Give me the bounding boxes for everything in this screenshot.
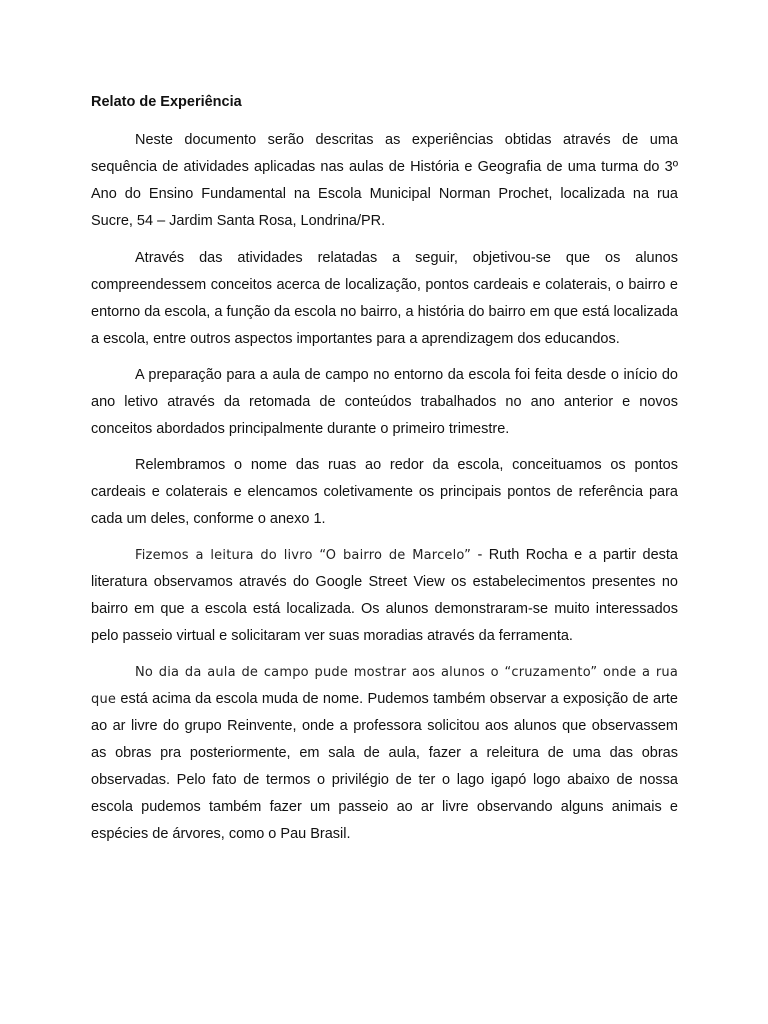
paragraph-objectives	[91, 245, 678, 353]
paragraph-intro	[91, 127, 678, 235]
paragraph-preparation-text: A preparação para a aula de campo no entorno da escola foi feita desde o início do ano letivo através da retomada de conteúdos trabalhados no ano anterior e novos conceitos abordados principalmente durante o primeiro trimestre.	[91, 367, 678, 437]
paragraph-objectives-text: Através das atividades relatadas a seguir, objetivou-se que os alunos compreendessem conceitos acerca de localização, pontos cardeais e colaterais, o bairro e entorno da escola, a função da escola no bairro, a história do bairro em que está localizada a escola, entre outros aspectos importantes para a aprendizagem dos educandos.	[91, 250, 678, 347]
paragraph-field-trip-text: está acima da escola muda de nome. Pudemos também observar a exposição de arte ao ar livre do grupo Reinvente, onde a professora solicitou aos alunos que observassem as obras pra posteriormente, em sala de aula, fazer a releitura de uma das obras observadas. Pelo fato de termos o privilégio de ter o lago igapó logo abaixo de nossa escola pudemos também fazer um passeio ao ar livre observando alguns animais e espécies de árvores, como o Pau Brasil.	[91, 691, 678, 842]
paragraph-reading	[91, 542, 678, 650]
paragraph-field-trip	[91, 659, 678, 848]
paragraph-reading-lead: Fizemos a leitura do livro “O bairro de Marcelo”	[135, 548, 472, 563]
paragraph-streets	[91, 452, 678, 533]
paragraph-reading-text: - Ruth Rocha e a partir desta literatura observamos através do Google Street View os estabelecimentos presentes no bairro em que a escola está localizada. Os alunos demonstraram-se muito interessados pelo passeio virtual e solicitaram ver suas moradias através da ferramenta.	[91, 547, 678, 644]
paragraph-intro-text: Neste documento serão descritas as experiências obtidas através de uma sequência de atividades aplicadas nas aulas de História e Geografia de uma turma do 3º Ano do Ensino Fundamental na Escola Municipal Norman Prochet, localizada na rua Sucre, 54 – Jardim Santa Rosa, Londrina/PR.	[91, 132, 678, 229]
paragraph-field-trip-lead: No dia da aula de campo pude mostrar aos alunos o “cruzamento” onde a rua que	[91, 665, 678, 707]
document-page	[91, 91, 678, 858]
document-title: Relato de Experiência	[91, 94, 242, 110]
paragraph-streets-text: Relembramos o nome das ruas ao redor da escola, conceituamos os pontos cardeais e colaterais e elencamos coletivamente os principais pontos de referência para cada um deles, conforme o anexo 1.	[91, 457, 678, 527]
paragraph-preparation	[91, 362, 678, 443]
